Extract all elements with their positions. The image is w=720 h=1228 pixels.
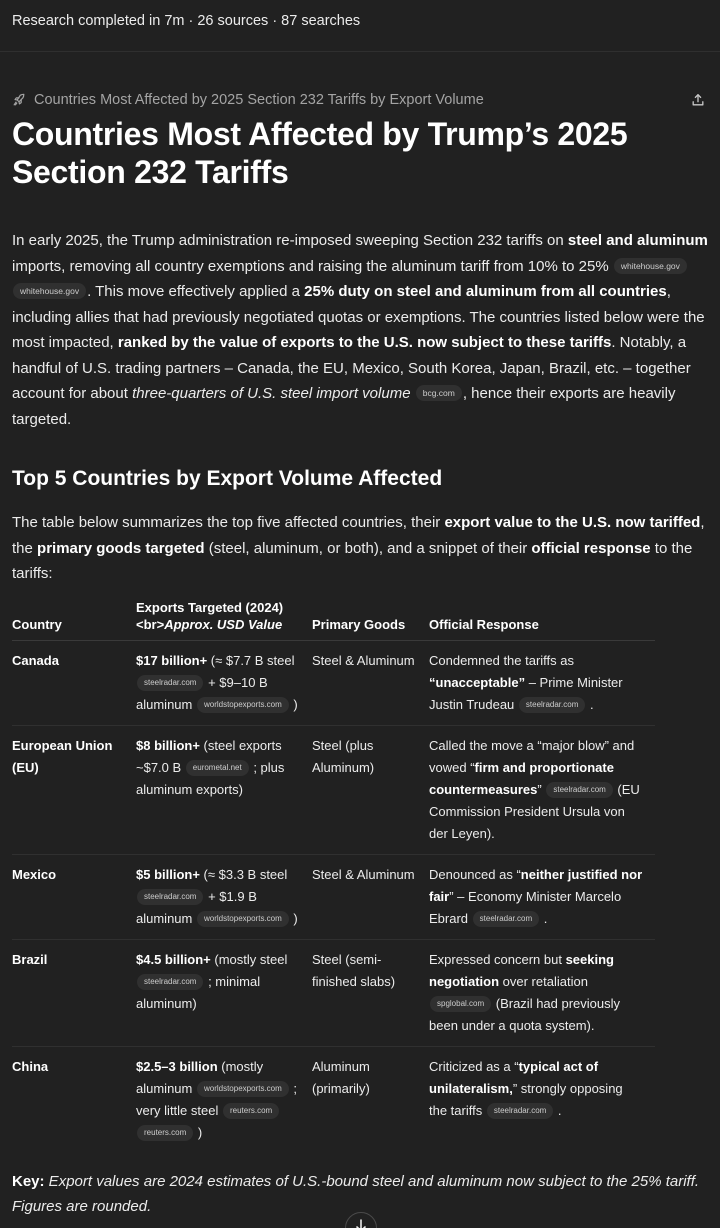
header-exports-br-literal: <br>: [136, 616, 165, 632]
section-heading: Top 5 Countries by Export Volume Affected: [12, 467, 443, 490]
source-citation[interactable]: worldstopexports.com: [197, 1081, 289, 1097]
text: (steel exports ~$7.0 B: [136, 737, 282, 775]
italic-text: three-quarters of U.S. steel import volume: [132, 385, 411, 402]
bold-text: steel and aluminum: [567, 232, 708, 249]
text: Called the move a “major blow” and vowed “: [429, 737, 635, 775]
text: In early 2025, the Trump administration re-imposed sweeping Section 232 tariffs on: [12, 232, 568, 249]
text: , hence their exports are heavily targeted.: [12, 385, 676, 428]
cell-response: [429, 725, 655, 854]
bold-text: neither justified nor fair: [429, 866, 643, 904]
text: .: [586, 696, 594, 712]
table-row: [12, 725, 655, 854]
source-citation[interactable]: steelradar.com: [546, 782, 612, 798]
source-citation[interactable]: bcg.com: [416, 385, 462, 401]
source-citation[interactable]: steelradar.com: [137, 675, 203, 691]
cell-goods: Steel & Aluminum: [312, 640, 429, 725]
cell-goods: Steel (plus Aluminum): [312, 725, 429, 854]
bold-text: official response: [531, 539, 651, 557]
bold-text: seeking negotiation: [429, 951, 614, 989]
share-button[interactable]: [688, 90, 708, 110]
bold-text: 25% duty on steel and aluminum from all countries: [304, 283, 667, 300]
source-citation[interactable]: steelradar.com: [137, 974, 203, 990]
header-country: Country: [12, 599, 136, 641]
bold-text: “unacceptable”: [429, 674, 526, 690]
cell-exports: [136, 854, 312, 939]
text: ” – Economy Minister Marcelo Ebrard: [429, 888, 622, 926]
text: ): [194, 1124, 203, 1140]
cell-response: [429, 854, 655, 939]
document-breadcrumb-title: Countries Most Affected by 2025 Section 232 Tariffs by Export Volume: [34, 92, 484, 108]
text: (≈ $7.7 B steel: [207, 652, 295, 668]
header-exports-line1: Exports Targeted (2024): [136, 599, 284, 615]
key-label: Key:: [12, 1172, 45, 1190]
cell-exports: [136, 939, 312, 1046]
cell-country: China: [12, 1058, 49, 1074]
share-icon: [691, 93, 705, 107]
text: (mostly aluminum: [136, 1058, 264, 1096]
text: . Notably, a handful of U.S. trading partners – Canada, the EU, Mexico, South Korea, Japan, Brazil, etc. – together account for about: [12, 334, 691, 402]
source-citation[interactable]: steelradar.com: [473, 911, 539, 927]
source-citation[interactable]: spglobal.com: [430, 996, 491, 1012]
text: – Prime Minister Justin Trudeau: [429, 674, 623, 712]
text: ): [289, 910, 298, 926]
text: + $1.9 B aluminum: [136, 888, 257, 926]
source-citation[interactable]: worldstopexports.com: [197, 911, 289, 927]
bold-text: firm and proportionate countermeasures: [429, 759, 614, 797]
text: ; minimal aluminum): [136, 973, 261, 1011]
cell-response: [429, 1046, 655, 1153]
header-exports-italic: Approx. USD Value: [164, 616, 283, 632]
table-header-row: [12, 599, 655, 641]
cell-goods: Steel (semi-finished slabs): [312, 939, 429, 1046]
table-row: [12, 640, 655, 725]
source-citation[interactable]: steelradar.com: [519, 697, 585, 713]
source-citation[interactable]: eurometal.net: [186, 760, 249, 776]
export-value: $8 billion+: [136, 737, 200, 753]
text: (≈ $3.3 B steel: [199, 866, 288, 882]
text: (steel, aluminum, or both), and a snippet of their: [204, 539, 532, 557]
cell-country: Canada: [12, 640, 136, 725]
bold-text: primary goods targeted: [37, 539, 205, 557]
affected-countries-table: [12, 599, 655, 1153]
table-row: [12, 939, 655, 1046]
source-citation[interactable]: reuters.com: [223, 1103, 279, 1119]
bold-text: ranked by the value of exports to the U.S. now subject to these tariffs: [117, 334, 612, 351]
header-exports: [136, 599, 312, 641]
cell-country: Brazil: [12, 939, 136, 1046]
text: , including allies that had previously negotiated quotas or exemptions. The countries listed below were the most impacted,: [12, 283, 705, 351]
text: Denounced as “: [429, 866, 521, 882]
research-status-text: Research completed in 7m · 26 sources · 87 searches: [12, 13, 361, 29]
export-value: $5 billion+: [136, 866, 200, 882]
arrow-down-icon: [355, 1219, 367, 1228]
cell-exports: [136, 1046, 312, 1153]
text: (mostly steel: [210, 951, 288, 967]
text: to the tariffs:: [12, 539, 693, 582]
text: The table below summarizes the top five affected countries, their: [12, 514, 445, 531]
cell-exports: [136, 640, 312, 725]
source-citation[interactable]: whitehouse.gov: [614, 258, 687, 274]
export-value: $4.5 billion+: [136, 951, 211, 967]
text: Condemned the tariffs as: [429, 652, 575, 668]
text: over retaliation: [499, 973, 588, 989]
cell-country: European Union (EU): [12, 725, 136, 854]
text: ): [289, 696, 298, 712]
text: (EU Commission President Ursula von der Leyen).: [429, 781, 640, 841]
cell-goods: Aluminum (primarily): [312, 1058, 370, 1096]
cell-response: [429, 939, 655, 1046]
intro-paragraph: [12, 228, 708, 432]
header-goods: Primary Goods: [312, 599, 429, 641]
text: .: [540, 910, 548, 926]
text: + $9–10 B aluminum: [136, 674, 268, 712]
text: Expressed concern but: [429, 951, 566, 967]
document-header-bar: [0, 90, 720, 110]
text: , the: [12, 514, 705, 557]
text: Criticized as a “: [429, 1058, 519, 1074]
text: ”: [537, 781, 546, 797]
table-intro-paragraph: [12, 510, 708, 587]
text: ” strongly opposing the tariffs: [429, 1080, 623, 1118]
text: imports, removing all country exemptions and raising the aluminum tariff from 10% to 25%: [12, 257, 613, 275]
page-title: Countries Most Affected by Trump’s 2025 Section 232 Tariffs: [12, 116, 628, 190]
cell-goods: Steel & Aluminum: [312, 854, 429, 939]
source-citation[interactable]: worldstopexports.com: [197, 697, 289, 713]
table-row: [12, 1046, 655, 1153]
text: .: [554, 1102, 562, 1118]
text: . This move effectively applied a: [87, 283, 305, 300]
source-citation[interactable]: reuters.com: [137, 1125, 193, 1141]
text: ; very little steel: [136, 1080, 298, 1118]
text: ; plus aluminum exports): [136, 759, 285, 797]
key-text: Export values are 2024 estimates of U.S.-bound steel and aluminum now subject to the 25% tariff. Figures are rounded.: [12, 1172, 700, 1215]
text: (Brazil had previously been under a quota system).: [429, 995, 621, 1033]
report-content: [0, 228, 720, 1220]
table-row: [12, 854, 655, 939]
header-response: Official Response: [429, 599, 655, 641]
bold-text: typical act of unilateralism,: [429, 1058, 599, 1096]
export-value: $17 billion+: [136, 652, 208, 668]
source-citation[interactable]: steelradar.com: [487, 1103, 553, 1119]
rocket-icon: [12, 93, 26, 107]
cell-response: [429, 640, 655, 725]
bold-text: export value to the U.S. now tariffed: [444, 514, 701, 531]
research-status: [0, 0, 720, 52]
cell-exports: [136, 725, 312, 854]
source-citation[interactable]: steelradar.com: [137, 889, 203, 905]
cell-country: Mexico: [12, 854, 136, 939]
export-value: $2.5–3 billion: [136, 1058, 218, 1074]
source-citation[interactable]: whitehouse.gov: [13, 283, 86, 299]
